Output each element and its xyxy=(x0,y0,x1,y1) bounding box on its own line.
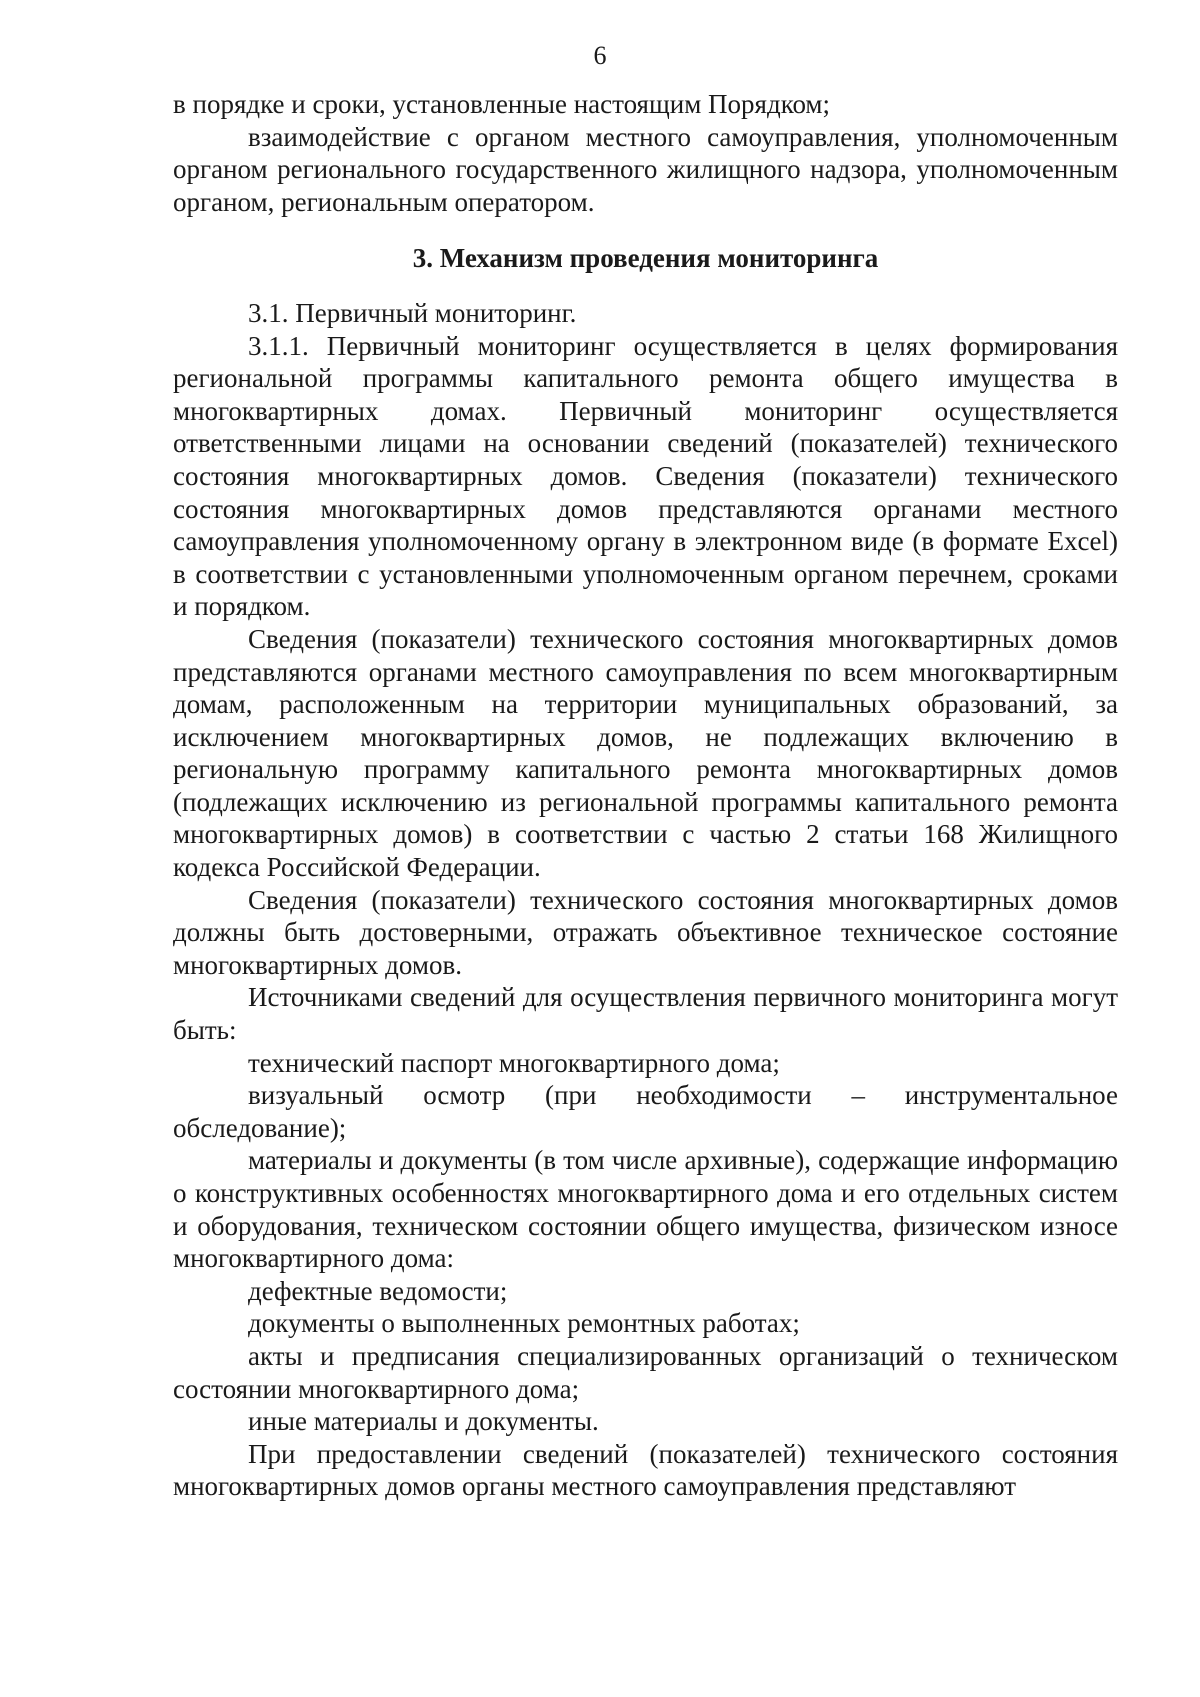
paragraph: Источниками сведений для осуществления первичного мониторинга могут быть: xyxy=(173,982,1118,1046)
paragraph: в порядке и сроки, установленные настоящим Порядком; xyxy=(173,89,831,119)
paragraph: 3.1. Первичный мониторинг. xyxy=(248,297,577,328)
list-item: визуальный осмотр (при необходимости – инструментальное обследование); xyxy=(173,1080,1118,1143)
paragraph: При предоставлении сведений (показателей) технического состояния многоквартирных домов органы местного самоуправления представляют xyxy=(173,1438,1118,1502)
list-item: технический паспорт многоквартирного дома; xyxy=(248,1047,780,1078)
list-item: иные материалы и документы. xyxy=(248,1406,599,1437)
paragraph: Сведения (показатели) технического состояния многоквартирных домов представляются органами местного самоуправления по всем многоквартирным домам, расположенным на территории муниципальных образований, за исключением многоквартирных домов, не подлежащих включению в региональную программу капитального ремонта многоквартирных домов (подлежащих исключению из региональной программы капитального ремонта многоквартирных домов) в соответствии с частью 2 статьи 168 Жилищного кодекса Российской Федерации. xyxy=(173,623,1118,883)
paragraph: взаимодействие с органом местного самоуправления, уполномоченным органом регионального государственного жилищного надзора, уполномоченным органом, региональным оператором. xyxy=(173,121,1118,217)
list-item: акты и предписания специализированных организаций о техническом состоянии многоквартирного дома; xyxy=(173,1340,1118,1404)
paragraph: Сведения (показатели) технического состояния многоквартирных домов должны быть достоверными, отражать объективное техническое состояние многоквартирных домов. xyxy=(173,884,1118,980)
page-number: 6 xyxy=(593,41,607,70)
list-item: материалы и документы (в том числе архивные), содержащие информацию о конструктивных особенностях многоквартирного дома и его отдельных систем и оборудования, техническом состоянии общего имущества, физическом износе многоквартирного дома: xyxy=(173,1145,1118,1274)
list-item: документы о выполненных ремонтных работах; xyxy=(248,1308,800,1339)
section-heading: 3. Механизм проведения мониторинга xyxy=(412,243,879,274)
list-item: дефектные ведомости; xyxy=(248,1275,508,1306)
document-body xyxy=(173,88,1118,1503)
paragraph: 3.1.1. Первичный мониторинг осуществляется в целях формирования региональной программы капитального ремонта общего имущества в многоквартирных домах. Первичный мониторинг осуществляется ответственными лицами на основании сведений (показателей) технического состояния многоквартирных домов. Сведения (показатели) технического состояния многоквартирных домов представляются органами местного самоуправления уполномоченному органу в электронном виде (в формате Excel) в соответствии с установленными уполномоченным органом перечнем, сроками и порядком. xyxy=(173,330,1118,622)
